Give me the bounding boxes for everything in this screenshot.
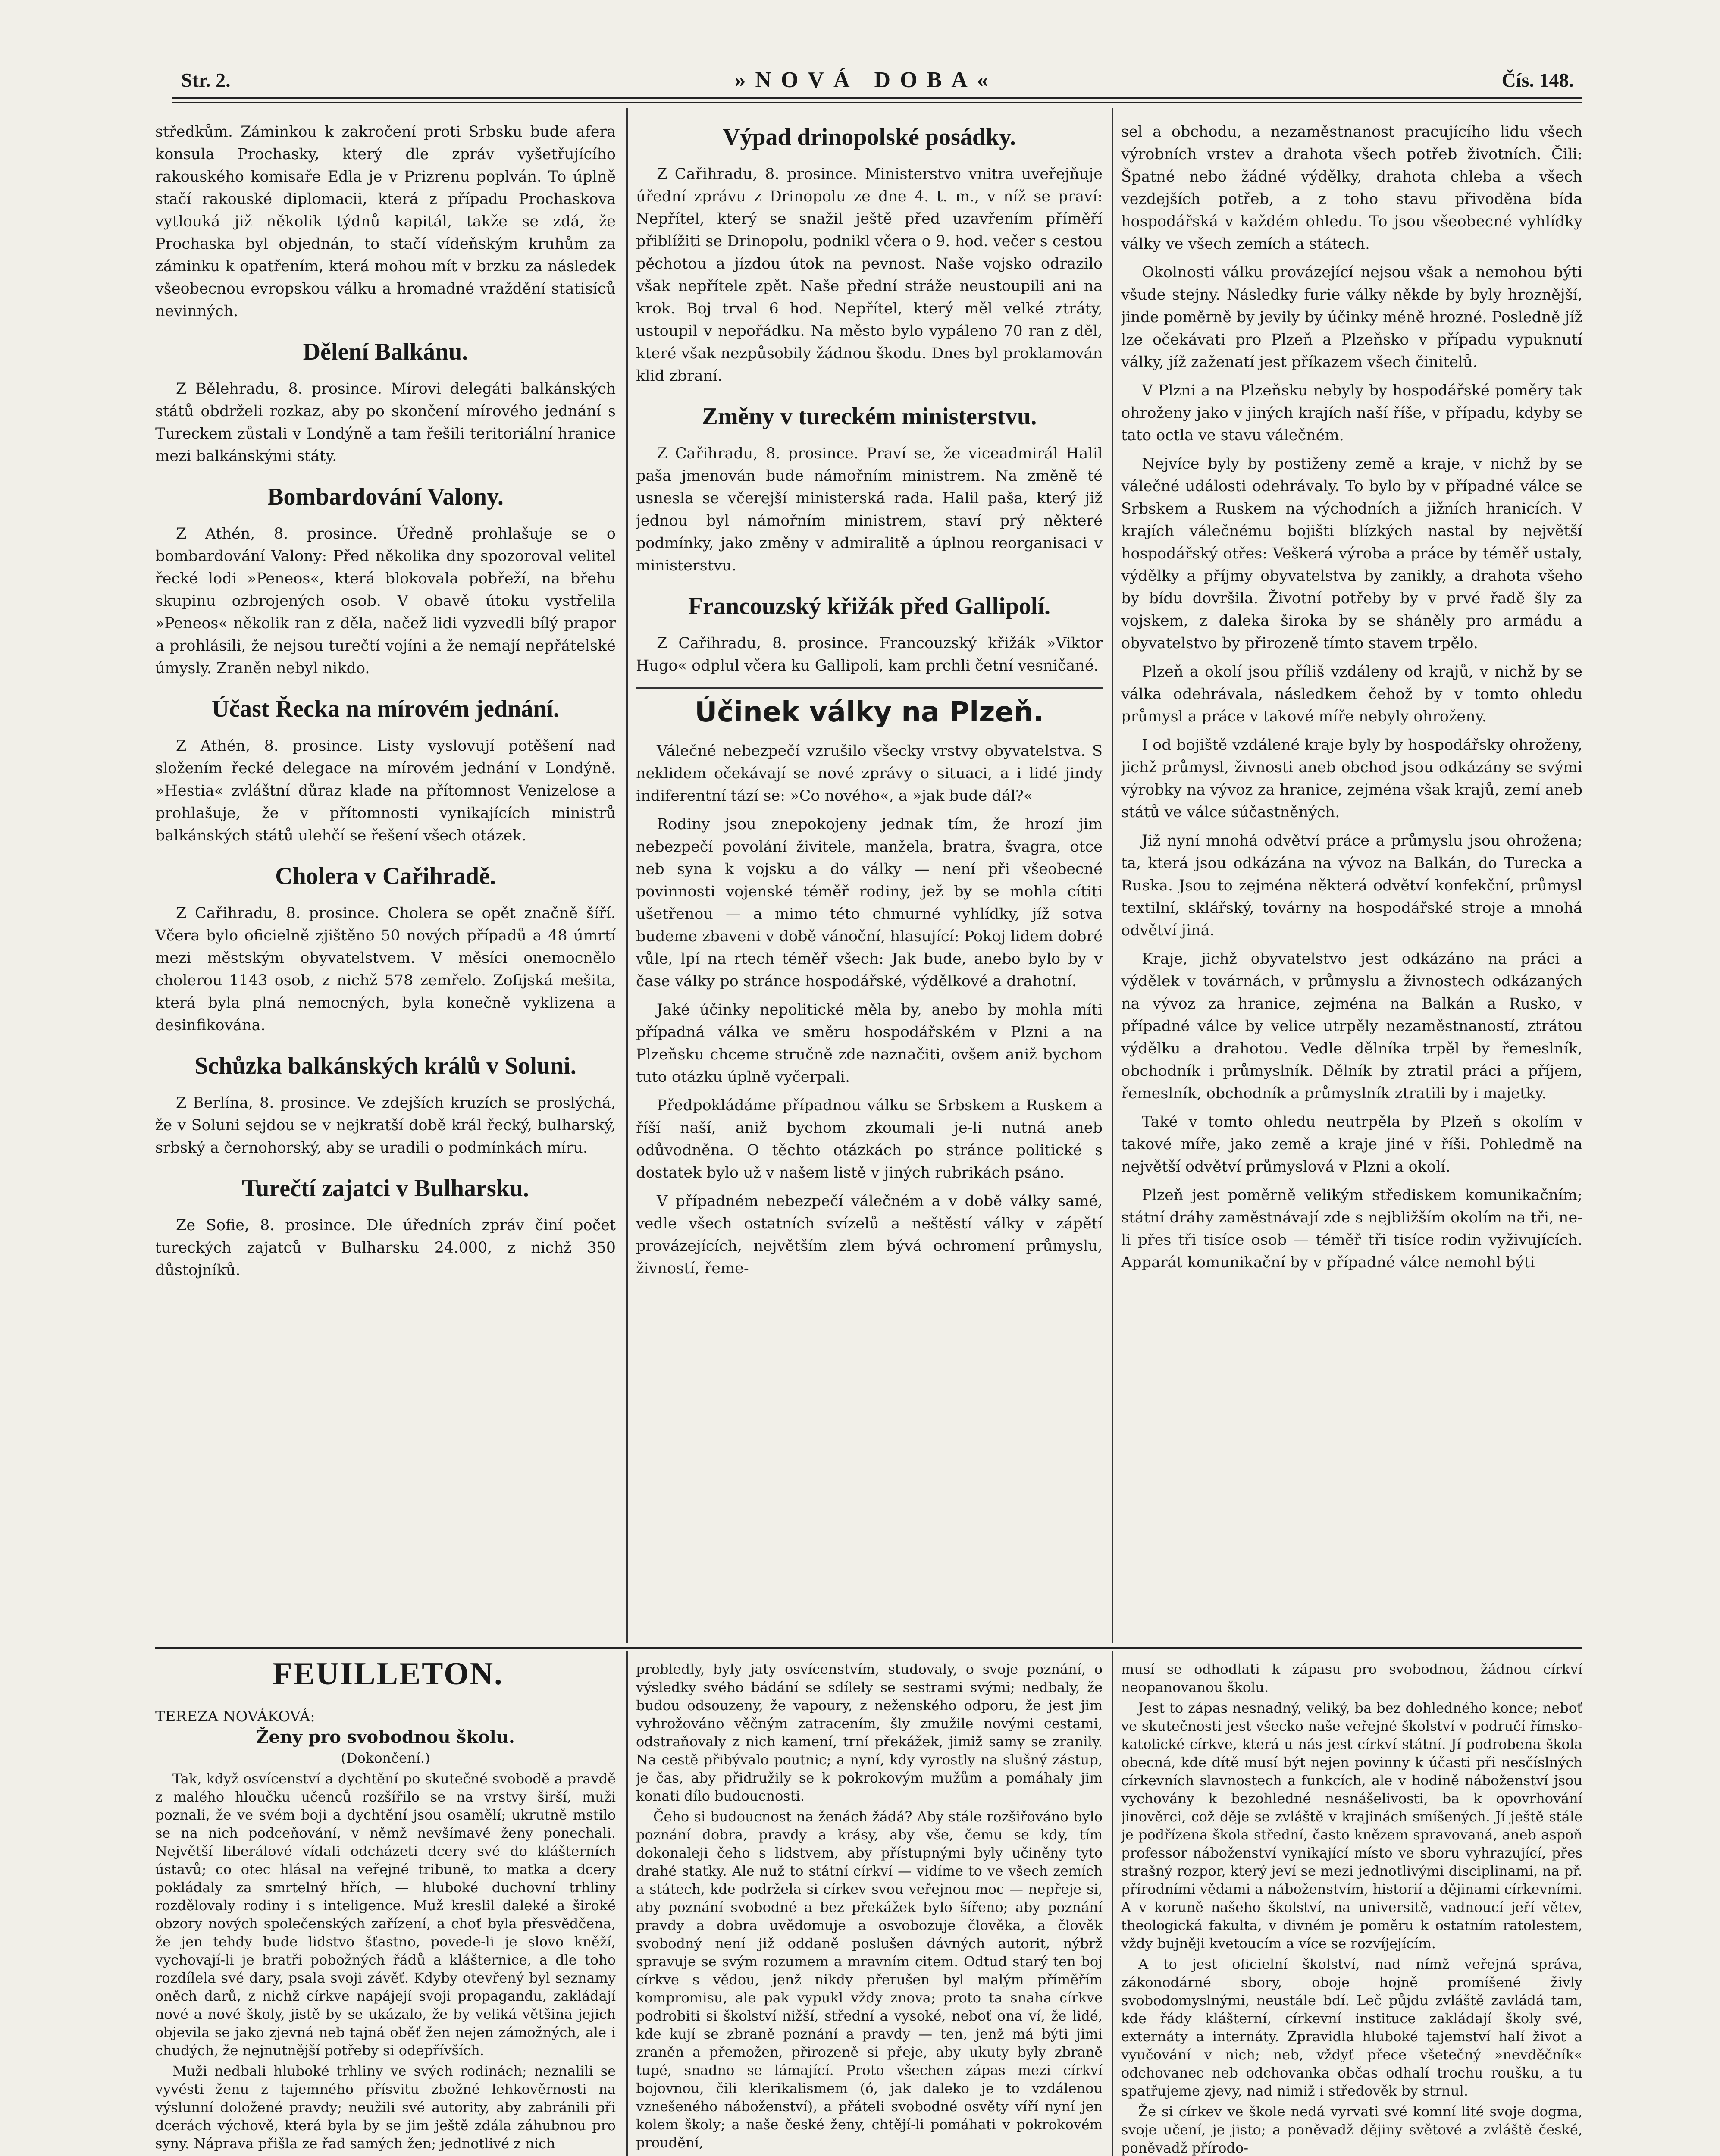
feuilleton-column-3 [1121, 1660, 1582, 2156]
headline-bombardovani-valony: Bombardování Valony. [267, 483, 504, 510]
feuilleton-divider-2 [1112, 1651, 1113, 2156]
article-ucinek-valky-p5: V případném nebezpečí válečném a v době války samé, vedle všech ostatních svízelů a neštěstí války v zápětí provázejících, největším zlem bývá ochromení průmyslu, živností, řeme- [636, 1193, 1103, 1277]
article-ucinek-valky-cont-10: Plzeň jest poměrně velikým střediskem komunikačním; státní dráhy zaměstnávají zde s nejbližším okolím na tři, ne-li přes tři tisíce osob — téměř tři tisíce rodin vyživujících. Apparát komunikační by v případné válce nemohl býti [1121, 1187, 1582, 1271]
issue-number: Čís. 148. [1501, 69, 1574, 91]
article-vypad-drinopolske-posadky: Z Cařihradu, 8. prosince. Ministerstvo vnitra uveřejňuje úřední zprávu z Drinopolu ze dne 4. t. m., v níž se praví: Nepřítel, který se snažil ještě před uzavřením příměří přiblížiti se Drinopolu, podnikl včera o 9. hod. večer s cestou pěchotou a jízdou útok na pevnost. Naše vojsko odrazilo však nepřítele zpět. Naše přední stráže neustoupili ani na krok. Boj trval 6 hod. Nepřítel, který měl velké ztráty, ustoupil v nepořádku. Na město bylo vypáleno 70 ran z děl, které však nezpůsobily žádnou škodu. Dnes byl proklamován klid zbraní. [636, 166, 1103, 385]
article-ucinek-valky-cont-6: I od bojiště vzdálené kraje byly by hospodářsky ohroženy, jichž průmysl, živnosti aneb obchod jsou odkázány se svými výrobky na vývoz za hranice, zejména však krajů, zemí aneb států ve válce súčastněných. [1121, 736, 1582, 821]
feuilleton-column-1 [155, 1708, 616, 2156]
article-turecti-zajatci: Ze Sofie, 8. prosince. Dle úředních zpráv činí počet tureckých zajatců v Bulharsku 24.000, z nichž 350 důstojníků. [155, 1217, 616, 1279]
article-ucinek-valky-p4: Předpokládáme případnou válku se Srbskem a Ruskem a říší naší, aniž bychom zkoumali je-li nutná aneb odůvodněna. O těchto otázkách po stránce politické s dostatek bylo už v našem listě v jiných rubrikách psáno. [636, 1097, 1103, 1181]
article-ucinek-valky-cont-8: Kraje, jichž obyvatelstvo jest odkázáno na práci a výdělek v továrnách, v průmyslu a živnostech odkázaných na vývoz za hranice, zejména na Balkán a Rusko, v případné válce by velice utrpěly nezaměstnaností, ztrátou výdělku a drahotou. Vedle dělníka trpěl by řemeslník, obchodník i průmyslník. Dělník by ztratil práci a příjem, řemeslník, obchodník a průmyslník ztratili by i majetky. [1121, 950, 1582, 1102]
headline-vypad-drinopolske-posadky: Výpad drinopolské posádky. [722, 124, 1016, 150]
feuilleton-column-2 [636, 1660, 1103, 2156]
newspaper-title: »NOVÁ DOBA« [734, 67, 998, 92]
headline-francouzsky-krizak: Francouzský křižák před Gallipolí. [688, 593, 1051, 620]
article-ucast-recka: Z Athén, 8. prosince. Listy vyslovují potěšení nad složením řecké delegace na mírovém jednání v Londýně. »Hestia« zvláštní důraz klade na přítomnost Venizelose a prohlašuje, že v přítomnosti vynikajících ministrů balkánských států ulehčí se řešení všech otázek. [155, 737, 616, 844]
feuilleton-paragraph: A to jest oficielní školství, nad nímž veřejná správa, zákonodárné sbory, oboje hojně promíšené živly svobodomyslnými, neustále bdí. Leč půjdu zvláště zavládá tam, kde řády klášterní, církevní instituce zakládají školy své, externáty a internáty. Zpravidla hluboké tajemství halí život a vyučování v nich; neb, vždyť přece všetečný »nevděčník« odchovanec neb odchovanka občas odhalí trochu roušku, a tu spatřujeme zjevy, nad nimiž i středověk by strnul. [1121, 1956, 1582, 2099]
article-ucinek-valky-cont-1: sel a obchodu, a nezaměstnanost pracujícího lidu všech výrobních vrstev a drahota všech potřeb životních. Čili: Špatné nebo žádné výdělky, drahota chleba a všech vezdejších potřeb, a z toho stavu přivoděna bída hospodářská v každém ohledu. To jsou všeobecné vyhlídky války ve všech zemích a státech. [1121, 123, 1582, 253]
feuilleton-subtitle: (Dokončení.) [341, 1750, 430, 1766]
feuilleton-divider-1 [626, 1651, 628, 2156]
column-3 [1121, 121, 1582, 1639]
column-divider-2 [1112, 108, 1113, 1643]
article-ucinek-valky-cont-9: Také v tomto ohledu neutrpěla by Plzeň s okolím v takové míře, jako země a kraje jiné v říši. Pohledmě na největší odvětví průmyslová v Plzni a okolí. [1121, 1113, 1582, 1175]
article-cholera: Z Cařihradu, 8. prosince. Cholera se opět značně šíří. Včera bylo oficielně zjištěno 50 nových případů a 48 úmrtí mezi městským obyvatelstvem. V měsíci onemocnělo cholerou 1143 osob, z nichž 578 zemřelo. Zofijská mešita, která byla plná nemocných, byla konečně vyklizena a desinfikována. [155, 905, 616, 1034]
header-rule-thin [172, 102, 1582, 103]
headline-zmeny-v-ministerstvu: Změny v tureckém ministerstvu. [702, 403, 1037, 430]
page-number: Str. 2. [181, 69, 231, 91]
headline-cholera: Cholera v Cařihradě. [275, 863, 496, 890]
article-ucinek-valky-cont-3: V Plzni a na Plzeňsku nebyly by hospodářské poměry tak ohroženy jako v jiných krajích naší říše, v případu, kdyby se tato octla ve stavu válečném. [1121, 382, 1582, 444]
intro-paragraph: středkům. Záminkou k zakročení proti Srbsku bude afera konsula Prochasky, který dle zpráv vyšetřujícího rakouského komisaře Edla je v Prizrenu poplván. To úplně stačí rakouské diplomacii, která z případu Prochaskova vytlouká již několik týdnů kapitál, takže se zdá, že Prochaska byl objednán, to stačí vídeňským kruhům za záminku k opatřením, která mohou mít v brzku za následek všeobecnou evropskou válku a hromadné vraždění statisíců nevinných. [155, 123, 616, 320]
page-header [181, 65, 1574, 95]
headline-turecti-zajatci: Turečtí zajatci v Bulharsku. [242, 1175, 529, 1202]
feuilleton-paragraph: Že si církev ve škole nedá vyrvati své komní lité svoje dogma, svoje učení, je jisto; a poněvadž dějiny světové a zvláště české, poněvadž přírodo- [1121, 2103, 1582, 2156]
feuilleton-paragraph: Muži nedbali hluboké trhliny ve svých rodinách; neznalili se vyvésti ženu z tajemného přísvitu zbožné lehkověrnosti na výslunní doložené pravdy; neužili své autority, aby zabránili při dcerách výchově, která byla by se jim ještě zdála záhubnou pro syny. Náprava přišla ze řad samých žen; jednotlivé z nich [155, 2063, 616, 2152]
feuilleton-heading: FEUILLETON. [273, 1656, 504, 1692]
headline-deleni-balkanu: Dělení Balkánu. [303, 338, 468, 365]
feuilleton-rule [155, 1647, 1582, 1649]
article-deleni-balkanu: Z Bělehradu, 8. prosince. Mírovi delegáti balkánských států obdrželi rozkaz, aby po skončení mírového jednání s Tureckem zůstali v Londýně a tam řešili teritoriální hranice mezi balkánskými státy. [155, 380, 616, 465]
headline-schuzka-kralu: Schůzka balkánských králů v Soluni. [194, 1053, 576, 1079]
article-ucinek-valky-cont-4: Nejvíce byly by postiženy země a kraje, v nichž by se válečné události odehrávaly. To bylo by v případné válce se Srbskem a Ruskem na východních a jižních hranicích. V krajích válečnému bojišti blízkých nastal by největší hospodářský otřes: Veškerá výroba a práce by téměř ustaly, výdělky a příjmy obyvatelstva by zanikly, a drahota všeho by bídu dovršila. Životní potřeby by v prvé řadě šly za vojskem, z daleka široka by se sháněly pro armádu a obyvatelstvo by přirozeně tímto stavem trpělo. [1121, 455, 1582, 652]
feuilleton-paragraph: Tak, když osvícenství a dychtění po skutečné svobodě a pravdě z malého hloučku učenců rozšířilo se na vrstvy širší, muži poznali, že ve svém boji a dychtění jsou osamělí; ukrutně mstilo se na nich podceňování, v němž nevšímavé ženy ponechali. Největší liberálové vídali odcházeti dcery své do klášterních ústavů; co otec hlásal na veřejné tribuně, to matka a dcery pokládaly za smrtelný hřích, — hluboké duchovní trhliny rozdělovaly rodiny i s inteligence. Muž kreslil daleké a široké obzory nových společenských zařízení, a choť byla přesvědčena, že jen tehdy bude lidstvo šťastno, povede-li je slovo kněží, vychovají-li je bratři pobožných řádů a klášternice, a dle toho rozdílela své dary, psala svoji závěť. Kdyby otevřený byl seznamy oněch darů, z nichž církve napájejí svoji propagandu, zakládají nové a nové školy, jistě by se ukázalo, že by veliká většina jejich objevila se jako zjevná neb tajná oběť žen nejen zámožných, ale i chudých, že nejnutnější potřeby si odepřívších. [155, 1771, 616, 2059]
article-francouzsky-krizak: Z Cařihradu, 8. prosince. Francouzský křižák »Viktor Hugo« odplul včera ku Gallipoli, kam prchli četní vesničané. [636, 635, 1103, 674]
article-zmeny-v-ministerstvu: Z Cařihradu, 8. prosince. Praví se, že viceadmirál Halil paša jmenován bude námořním ministrem. Na změně té usnesla se včerejší ministerská rada. Halil paša, který již jednou byl námořním ministrem, staví prý některé podmínky, jako změny v admiralitě a úplnou reorganisaci v ministerstvu. [636, 445, 1103, 574]
column-1 [155, 121, 616, 1639]
article-bombardovani-valony: Z Athén, 8. prosince. Úředně prohlašuje se o bombardování Valony: Před několika dny spozoroval velitel řecké lodi »Peneos«, která blokovala pobřeží, na břehu skupinu ozbrojených osob. V obavě útoku vystřelila »Peneos« několik ran z děla, načež lidi vyzvedli bílý prapor a prohlásili, že nejsou turečtí vojíni a že nemají nepřátelské úmysly. Zraněn nebyl nikdo. [155, 525, 616, 677]
article-ucinek-valky-p3: Jaké účinky nepolitické měla by, anebo by mohla míti případná válka ve směru hospodářském v Plzni a na Plzeňsku chceme stručně zde naznačiti, ovšem aniž bychom tuto otázku úplně vyčerpali. [636, 1001, 1103, 1086]
header-rule [172, 97, 1582, 99]
article-ucinek-valky-p2: Rodiny jsou znepokojeny jednak tím, že hrozí jim nebezpečí povolání živitele, manžela, bratra, švagra, otce neb syna k vojsku a do války — není při všeobecné povinnosti vojenské téměř rodiny, jež by se mohla cítiti ušetřenou — a mimo této chmurné vyhlídky, jíž sotva budeme zbaveni v době vánoční, hlasující: Pokoj lidem dobré vůle, lpí na rtech téměř všech: Jak bude, anebo bylo by v čase války po stránce hospodářské, výdělkové a drahotní. [636, 816, 1103, 990]
feuilleton-author: TEREZA NOVÁKOVÁ: [155, 1708, 315, 1725]
article-ucinek-valky-cont-2: Okolnosti válku provázející nejsou však a nemohou býti všude stejny. Následky furie války někde by byly hroznější, jinde poměrně by jevily by účinky méně hrozné. Posledně jíž lze očekávati pro Plzeň a Plzeňsko v případu vypuknutí války, jíž zaženatí jest příkazem všech činitelů. [1121, 264, 1582, 371]
feuilleton-paragraph: musí se odhodlati k zápasu pro svobodnou, žádnou církví neopanovanou školu. [1121, 1661, 1582, 1695]
article-ucinek-valky-cont-5: Plzeň a okolí jsou příliš vzdáleny od krajů, v nichž by se válka odehrávala, následkem čehož by v tomto ohledu průmysl a práce v takové míře nebyly ohroženy. [1121, 663, 1582, 725]
headline-ucast-recka: Účast Řecka na mírovém jednání. [211, 696, 560, 722]
feuilleton-paragraph: probledly, byly jaty osvícenstvím, studovaly, o svoje poznání, o výsledky svého bádání se sdílely se sestrami svými; nedbaly, že budou odsouzeny, že vapoury, z neženského odporu, že jest jim vyhrožováno věčným zatracením, šly zmužile novými cestami, odstraňovaly z nich kamení, trní překážek, jimiž samy se zranily. Na cestě přibývalo poutnic; a nyní, kdy vyrostly na slušný zástup, je čas, aby přidružily se k pokrokovým mužům a pomáhaly jim konati dílo budoucnosti. [636, 1661, 1103, 1804]
column-divider-1 [626, 108, 628, 1643]
feuilleton-title: Ženy pro svobodnou školu. [256, 1727, 515, 1747]
article-ucinek-valky-cont-7: Již nyní mnohá odvětví práce a průmyslu jsou ohrožena; ta, která jsou odkázána na vývoz na Balkán, do Turecka a Ruska. Jsou to zejména některá odvětví konfekční, průmysl textilní, sklářský, továrny na hospodářské stroje a mnohá odvětví jiná. [1121, 832, 1582, 939]
feuilleton-paragraph: Čeho si budoucnost na ženách žádá? Aby stále rozšiřováno bylo poznání dobra, pravdy a krásy, aby vše, čemu se kdy, tím dokonaleji čeho s lidstvem, aby přístupnými byly učiněny tyto drahé statky. Ale nuž to státní církví — vidíme to ve všech zemích a státech, kde podržela si církev svou veřejnou moc — nepřeje si, aby poznání svobodné a bez překážek bylo šířeno; aby poznání pravdy a dobra uvědomuje a osvobozuje člověka, a člověk svobodný není již oddaně poslušen dávných autorit, nýbrž spravuje se svým rozumem a mravním citem. Odtud starý ten boj církve s vědou, jenž nikdy přerušen byl malým příměřím kompromisu, ale pak vypukl vždy znova; proto ta snaha církve podrobiti si školství nižší, střední a vysoké, neboť ona ví, že lidé, kde kují se zbraně poznání a pravdy — ten, jenž má býti jimi zraněn a přemožen, přirozeně si přeje, aby ukuty byly zbraně tupé, snadno se lámající. Proto všechen zápas mezi církví bojovnou, čili klerikalismem (ó, jak daleko je to vzdálenou vznešeného náboženství), a přáteli svobodné osvěty víří nyní jen kolem školy; a naše české ženy, chtějí-li pomáhati v pokrokovém proudění, [636, 1808, 1103, 2151]
feuilleton-paragraph: Jest to zápas nesnadný, veliký, ba bez dohledného konce; neboť ve skutečnosti jest všecko naše veřejné školství v područí římsko-katolické církve, která u nás jest církví státní. Jí podrobena škola obecná, kde dítě musí být nejen povinny k účasti při nesčíslných církevních slavnostech a funkcích, ale v hodině náboženství jsou vychovány k bezohledné nesnášelivosti, ba k opovrhování jinověrci, což děje se zvláště v krajinách smíšených. Jí ještě stále je podřízena škola střední, často knězem spravovaná, aneb aspoň professor náboženství vynikající místo ve sboru vyhrazující, přes strašný rozpor, který jeví se mezi jednotlivými disciplinami, na př. přírodními vědami a náboženstvím, historií a dějinami církevními. A v koruně našeho školství, na universitě, vadnoucí jeří větev, theologická fakulta, v divném je poměru k ostatním ratolestem, vždy bujněji kvetoucím a více se rozvíjejícím. [1121, 1700, 1582, 1952]
column-2 [636, 121, 1103, 1639]
section-separator [636, 687, 1103, 689]
headline-ucinek-valky: Účinek války na Plzeň. [695, 696, 1044, 728]
article-ucinek-valky-p1: Válečné nebezpečí vzrušilo všecky vrstvy obyvatelstva. S neklidem očekávají se nové zprávy o situaci, a i lidé jindy indiferentní tází se: »Co nového«, a »jak bude dál?« [636, 743, 1103, 805]
article-schuzka-kralu: Z Berlína, 8. prosince. Ve zdejších kruzích se proslýchá, že v Soluni sejdou se v nejkratší době král řecký, bulharský, srbský a černohorský, aby se uradili o podmínkách míru. [155, 1094, 616, 1156]
